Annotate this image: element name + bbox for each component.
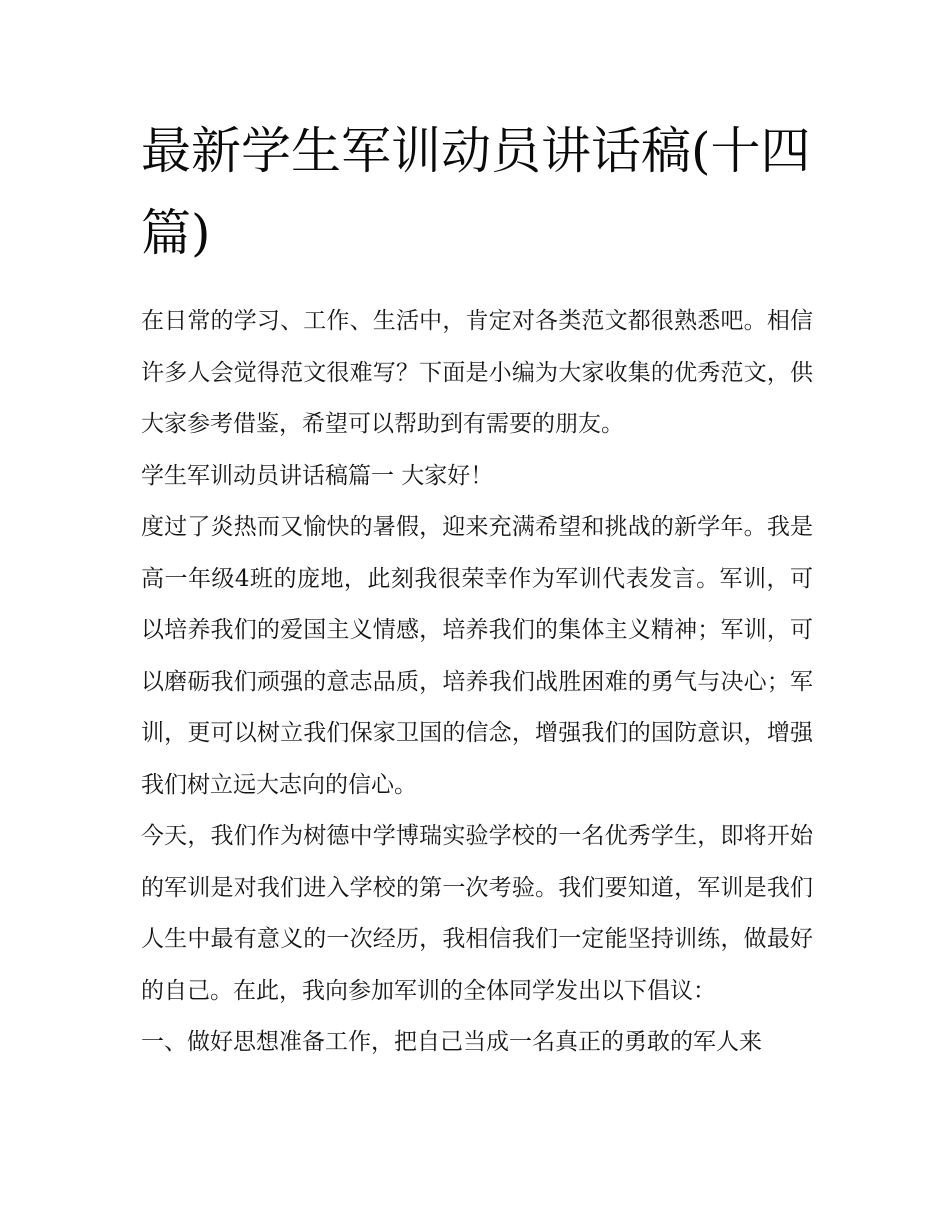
document-page bbox=[141, 110, 813, 1069]
document-body bbox=[141, 296, 813, 1069]
document-title: 最新学生军训动员讲话稿(十四篇) bbox=[141, 122, 811, 262]
paragraph-opening: 度过了炎热而又愉快的暑假，迎来充满希望和挑战的新学年。我是高一年级4班的庞地，此刻我很荣幸作为军训代表发言。军训，可以培养我们的爱国主义情感，培养我们的集体主义精神；军训，可以磨砺我们顽强的意志品质，培养我们战胜困难的勇气与决心；军训，更可以树立我们保家卫国的信念，增强我们的国防意识，增强我们树立远大志向的信心。 bbox=[141, 514, 813, 798]
paragraph-point-one: 一、做好思想准备工作，把自己当成一名真正的勇敢的军人来 bbox=[141, 1029, 762, 1055]
paragraph-speech-heading: 学生军训动员讲话稿篇一 大家好！ bbox=[141, 462, 494, 489]
paragraph-intro: 在日常的学习、工作、生活中，肯定对各类范文都很熟悉吧。相信许多人会觉得范文很难写？下面是小编为大家收集的优秀范文，供大家参考借鉴，希望可以帮助到有需要的朋友。 bbox=[141, 308, 813, 437]
paragraph-proposal: 今天，我们作为树德中学博瑞实验学校的一名优秀学生，即将开始的军训是对我们进入学校的第一次考验。我们要知道，军训是我们人生中最有意义的一次经历，我相信我们一定能坚持训练，做最好的自己。在此，我向参加军训的全体同学发出以下倡议： bbox=[141, 823, 813, 1004]
